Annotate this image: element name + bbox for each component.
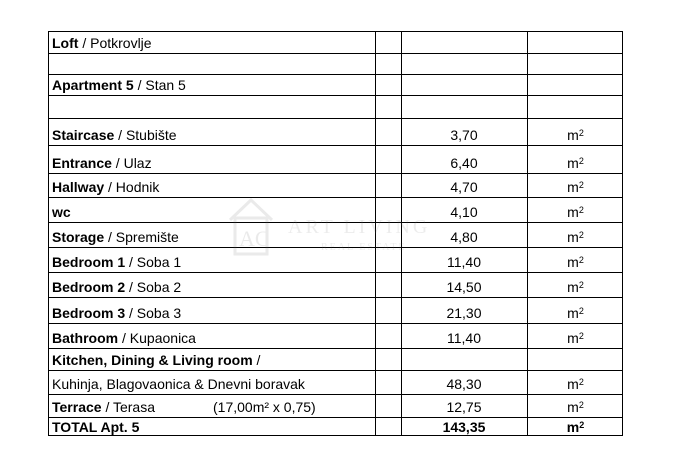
row-label — [52, 155, 152, 171]
unit-label: $m^2$ — [567, 229, 584, 245]
area-value: 48,30 — [446, 376, 482, 392]
room-name-english: Bedroom 2 — [52, 279, 126, 295]
room-name-croatian: / — [252, 352, 261, 368]
total-area-value: 143,35 — [442, 419, 486, 435]
row-divider — [49, 222, 622, 223]
row-label — [52, 204, 71, 220]
room-name-croatian: / Hodnik — [104, 179, 160, 195]
row-divider — [49, 118, 622, 119]
column-divider — [375, 32, 376, 435]
area-value: 14,50 — [446, 279, 482, 295]
row-label — [52, 419, 139, 435]
room-name-english: Bedroom 3 — [52, 305, 126, 321]
row-divider — [49, 370, 622, 371]
row-label — [52, 330, 196, 346]
row-label — [52, 376, 305, 392]
room-name-croatian: / Stan 5 — [133, 77, 186, 93]
row-divider — [49, 417, 622, 418]
area-value: 6,40 — [450, 155, 478, 171]
area-value: 11,40 — [447, 254, 481, 270]
unit-label: $m^2$ — [567, 279, 584, 295]
unit-label: $m^2$ — [567, 330, 584, 346]
row-divider — [49, 145, 622, 146]
unit-label: $m^2$ — [567, 155, 584, 171]
room-name-english: Bedroom 1 — [52, 254, 126, 270]
row-label — [52, 179, 159, 195]
row-divider — [49, 74, 622, 75]
row-label — [52, 127, 177, 143]
room-name-croatian: / Spremište — [104, 229, 179, 245]
row-divider — [49, 323, 622, 324]
row-divider — [49, 348, 622, 349]
area-value: 12,75 — [446, 399, 482, 415]
room-name-english: Hallway — [52, 179, 105, 195]
watermark-line2: REAL ESTATE — [321, 242, 407, 253]
room-name-croatian: / Soba 2 — [125, 279, 182, 295]
row-label — [52, 77, 186, 93]
room-name-croatian: / Ulaz — [111, 155, 152, 171]
row-divider — [49, 197, 622, 198]
watermark-line1: ART LIVING — [288, 216, 431, 238]
row-label — [52, 254, 181, 270]
row-divider — [49, 173, 622, 174]
room-name-english: Terrace — [52, 399, 102, 415]
area-value: 4,70 — [450, 179, 478, 195]
area-table — [48, 31, 623, 436]
unit-label: $m^2$ — [567, 127, 584, 143]
unit-label: $m^2$ — [567, 399, 584, 415]
room-name-english: Bathroom — [52, 330, 119, 346]
row-divider — [49, 95, 622, 96]
unit-label: $m^2$ — [567, 376, 584, 392]
terrace-calc-note: (17,00m² x 0,75) — [213, 399, 316, 415]
row-divider — [49, 272, 622, 273]
room-name-croatian: Kuhinja, Blagovaonica & Dnevni boravak — [52, 376, 305, 392]
row-label — [52, 399, 155, 415]
area-value: 3,70 — [450, 127, 478, 143]
room-name-english: Loft — [52, 35, 79, 51]
row-divider — [49, 297, 622, 298]
room-name-croatian: / Soba 3 — [125, 305, 182, 321]
row-label — [52, 352, 260, 368]
total-label: TOTAL Apt. 5 — [52, 419, 140, 435]
unit-label: $m^2$ — [567, 204, 584, 220]
room-name-croatian: / Soba 1 — [125, 254, 182, 270]
room-name-english: Kitchen, Dining & Living room — [52, 352, 253, 368]
room-name-croatian: / Stubište — [114, 127, 177, 143]
area-value: 4,10 — [450, 204, 478, 220]
row-label — [52, 305, 181, 321]
room-name-english: wc — [52, 204, 71, 220]
area-value: 11,40 — [447, 330, 481, 346]
room-name-english: Entrance — [52, 155, 112, 171]
area-value: 21,30 — [446, 305, 482, 321]
row-label — [52, 35, 152, 51]
row-label — [52, 229, 179, 245]
unit-label: $m^2$ — [567, 179, 584, 195]
room-name-croatian: / Potkrovlje — [78, 35, 152, 51]
row-divider — [49, 53, 622, 54]
svg-text:AC: AC — [239, 226, 270, 251]
room-name-english: Storage — [52, 229, 105, 245]
room-name-croatian: / Kupaonica — [118, 330, 196, 346]
unit-label: $m^2$ — [567, 254, 584, 270]
area-value: 4,80 — [450, 229, 478, 245]
room-name-croatian: / Terasa — [101, 399, 155, 415]
unit-label: $m^2$ — [567, 305, 584, 321]
row-divider — [49, 394, 622, 395]
row-label — [52, 279, 181, 295]
room-name-english: Apartment 5 — [52, 77, 134, 93]
unit-label: $m^2$ — [566, 419, 585, 435]
row-divider — [49, 247, 622, 248]
room-name-english: Staircase — [52, 127, 115, 143]
